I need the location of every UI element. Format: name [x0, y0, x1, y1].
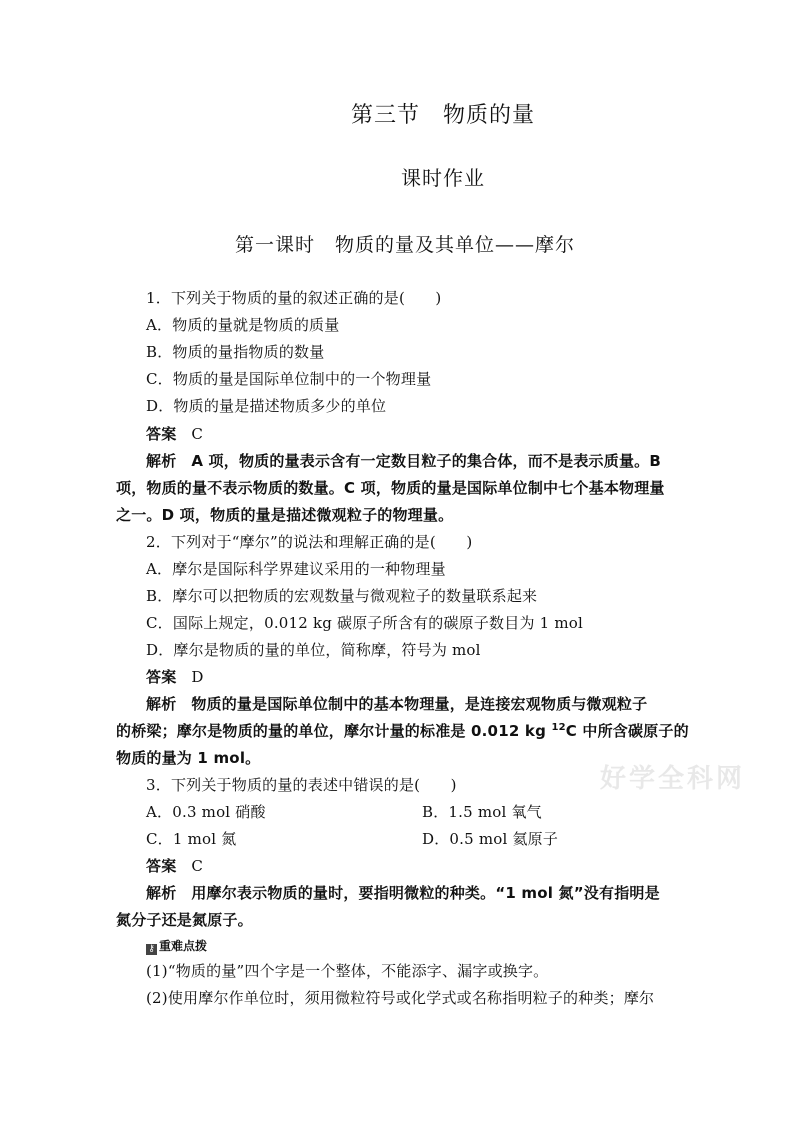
tip-point-1: (1)“物质的量”四个字是一个整体，不能添字、漏字或换字。	[146, 962, 549, 980]
watermark: 好学全科网	[600, 764, 746, 794]
q1-option-a: A．物质的量就是物质的质量	[146, 316, 340, 334]
q1-analysis-line2: 项，物质的量不表示物质的数量。C 项，物质的量是国际单位制中七个基本物理量	[116, 479, 665, 497]
key-icon: ⚷	[146, 944, 157, 955]
q1-stem: 1．下列关于物质的量的叙述正确的是( )	[146, 289, 442, 307]
q2-analysis-line2: 的桥梁；摩尔是物质的量的单位，摩尔计量的标准是 0.012 kg $^{12}$C 中所含碳原子的	[116, 722, 689, 740]
q3-answer	[146, 856, 203, 876]
q3-analysis-line2: 氮分子还是氮原子。	[116, 911, 253, 929]
q2-option-b: B．摩尔可以把物质的宏观数量与微观粒子的数量联系起来	[146, 587, 538, 605]
q2-option-a: A．摩尔是国际科学界建议采用的一种物理量	[146, 560, 446, 578]
q1-option-d: D．物质的量是描述物质多少的单位	[146, 397, 387, 415]
q2-analysis-line1: 解析 物质的量是国际单位制中的基本物理量，是连接宏观物质与微观粒子	[146, 695, 648, 713]
tip-heading: ⚷ 重难点拨	[146, 938, 207, 955]
analysis-label: 解析	[146, 452, 177, 470]
q2-stem: 2．下列对于“摩尔”的说法和理解正确的是( )	[146, 533, 473, 551]
q3-analysis-line1: 解析 用摩尔表示物质的量时，要指明微粒的种类。“1 mol 氮”没有指明是	[146, 884, 660, 902]
q1-analysis-line1: 解析 A 项，物质的量表示含有一定数目粒子的集合体，而不是表示质量。B	[146, 452, 661, 470]
q2-option-c: C．国际上规定，0.012 kg 碳原子所含有的碳原子数目为 1 mol	[146, 614, 583, 632]
lesson-title: 第一课时 物质的量及其单位——摩尔	[235, 234, 576, 256]
answer-value: C	[191, 857, 203, 875]
answer-label: 答案	[146, 668, 177, 686]
q3-option-b: B．1.5 mol 氧气	[422, 803, 542, 821]
analysis-label: 解析	[146, 884, 177, 902]
section-title: 第三节 物质的量	[350, 103, 535, 128]
q1-answer	[146, 424, 203, 444]
answer-label: 答案	[146, 857, 177, 875]
analysis-label: 解析	[146, 695, 177, 713]
q3-option-c: C．1 mol 氮	[146, 830, 237, 848]
subtitle: 课时作业	[401, 166, 485, 190]
answer-value: D	[191, 668, 204, 686]
q2-analysis-line3: 物质的量为 1 mol。	[116, 749, 261, 767]
q3-option-a: A．0.3 mol 硝酸	[146, 803, 266, 821]
q3-stem: 3．下列关于物质的量的表述中错误的是( )	[146, 776, 457, 794]
answer-label: 答案	[146, 425, 177, 443]
q2-answer	[146, 667, 204, 687]
q1-option-b: B．物质的量指物质的数量	[146, 343, 325, 361]
tip-point-2: (2)使用摩尔作单位时，须用微粒符号或化学式或名称指明粒子的种类；摩尔	[146, 989, 655, 1007]
q1-option-c: C．物质的量是国际单位制中的一个物理量	[146, 370, 432, 388]
q2-option-d: D．摩尔是物质的量的单位，简称摩，符号为 mol	[146, 641, 481, 659]
q3-option-d: D．0.5 mol 氦原子	[422, 830, 559, 848]
q1-analysis-line3: 之一。D 项，物质的量是描述微观粒子的物理量。	[116, 506, 454, 524]
answer-value: C	[191, 425, 203, 443]
